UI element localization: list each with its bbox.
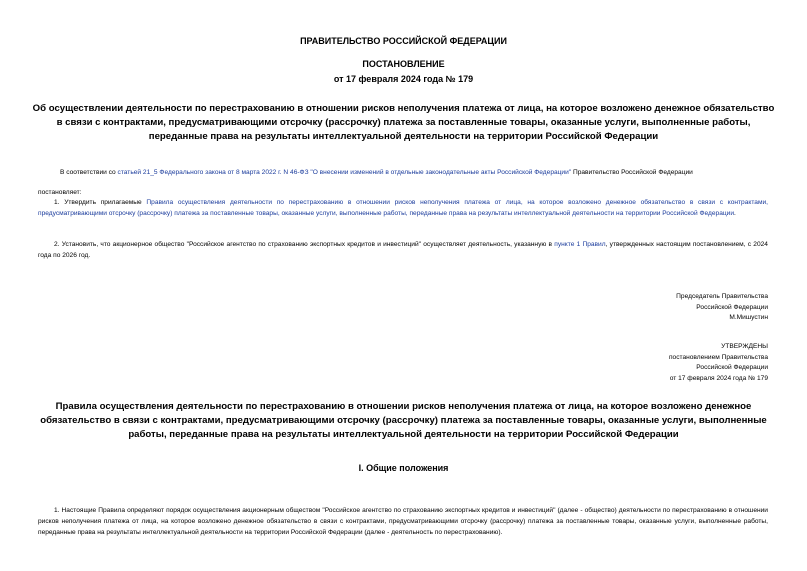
resolves-label: постановляет: <box>38 189 82 196</box>
signature-block <box>676 292 768 324</box>
approved-line-1: УТВЕРЖДЕНЫ <box>721 343 768 350</box>
document-type: ПОСТАНОВЛЕНИЕ <box>362 59 445 69</box>
document-title: Об осуществлении деятельности по перестрахованию в отношении рисков неполучения платежа от лица, на которое возложено денежное обязательство в связи с контрактами, предусматривающими отсрочку (рассрочку) платежа за поставленные товары, оказанные услуги, выполненные работы, переданные права на результаты интеллектуальной деятельности на территории Российской Федерации <box>32 103 775 142</box>
rules-item-1: 1. Настоящие Правила определяют порядок осуществления акционерным обществом "Российское агентство по страхованию экспортных кредитов и инвестиций" (далее - общество) деятельности по перестрахованию в отношении рисков неполучения платежа от лица, на которое возложено денежное обязательство в связи с контрактами, предусматривающими отсрочку (рассрочку) платежа за поставленные товары, оказанные услуги, выполненные работы, переданные права на результаты интеллектуальной деятельности на территории Российской Федерации (далее - деятельность по перестрахованию). <box>38 507 768 536</box>
preamble-law-link[interactable]: статьей 21_5 Федерального закона от 8 марта 2022 г. N 46-ФЗ "О внесении изменений в отдельные законодательные акты Российской Федерации" <box>117 169 572 176</box>
preamble-text-before: В соответствии со <box>60 169 118 176</box>
approved-line-3: Российской Федерации <box>696 364 768 371</box>
document-date-number: от 17 февраля 2024 года № 179 <box>333 74 474 84</box>
signature-line-3: М.Мишустин <box>729 314 768 321</box>
signature-line-1: Председатель Правительства <box>676 293 768 300</box>
rules-title: Правила осуществления деятельности по перестрахованию в отношении рисков неполучения платежа от лица, на которое возложено денежное обязательство в связи с контрактами, предусматривающими отсрочку (рассрочку) платежа за поставленные товары, оказанные услуги, выполненные работы, переданные права на результаты интеллектуальной деятельности на территории Российской Федерации <box>40 401 767 440</box>
preamble <box>38 167 768 178</box>
item-2-text-after: , утвержденных настоящим постановлением, с 2024 года по 2026 год. <box>38 241 768 259</box>
item-2-rules-point-link[interactable]: пункте 1 Правил <box>554 241 606 248</box>
item-1-rules-link[interactable]: Правила осуществления деятельности по перестрахованию в отношении рисков неполучения платежа от лица, на которое возложено денежное обязательство в связи с контрактами, предусматривающими отсрочку (рассрочку) платежа за поставленные товары, оказанные услуги, выполненные работы, переданные права на результаты интеллектуальной деятельности на территории Российской Федерации <box>38 199 768 217</box>
item-2 <box>38 239 768 261</box>
government-header: ПРАВИТЕЛЬСТВО РОССИЙСКОЙ ФЕДЕРАЦИИ <box>300 36 507 46</box>
approved-line-4: от 17 февраля 2024 года № 179 <box>669 374 768 382</box>
item-1 <box>38 197 768 219</box>
item-2-text-before: 2. Установить, что акционерное общество "Российское агентство по страхованию экспортных кредитов и инвестиций" осуществляет деятельность, указанную в <box>54 241 555 248</box>
preamble-text-after: Правительство Российской Федерации <box>571 169 693 176</box>
signature-line-2: Российской Федерации <box>696 303 768 311</box>
section-heading: I. Общие положения <box>358 463 449 473</box>
item-1-text-after: . <box>734 210 736 217</box>
approved-line-2: постановлением Правительства <box>668 353 768 361</box>
approved-block <box>669 342 768 384</box>
item-1-text-before: 1. Утвердить прилагаемые <box>54 199 147 206</box>
